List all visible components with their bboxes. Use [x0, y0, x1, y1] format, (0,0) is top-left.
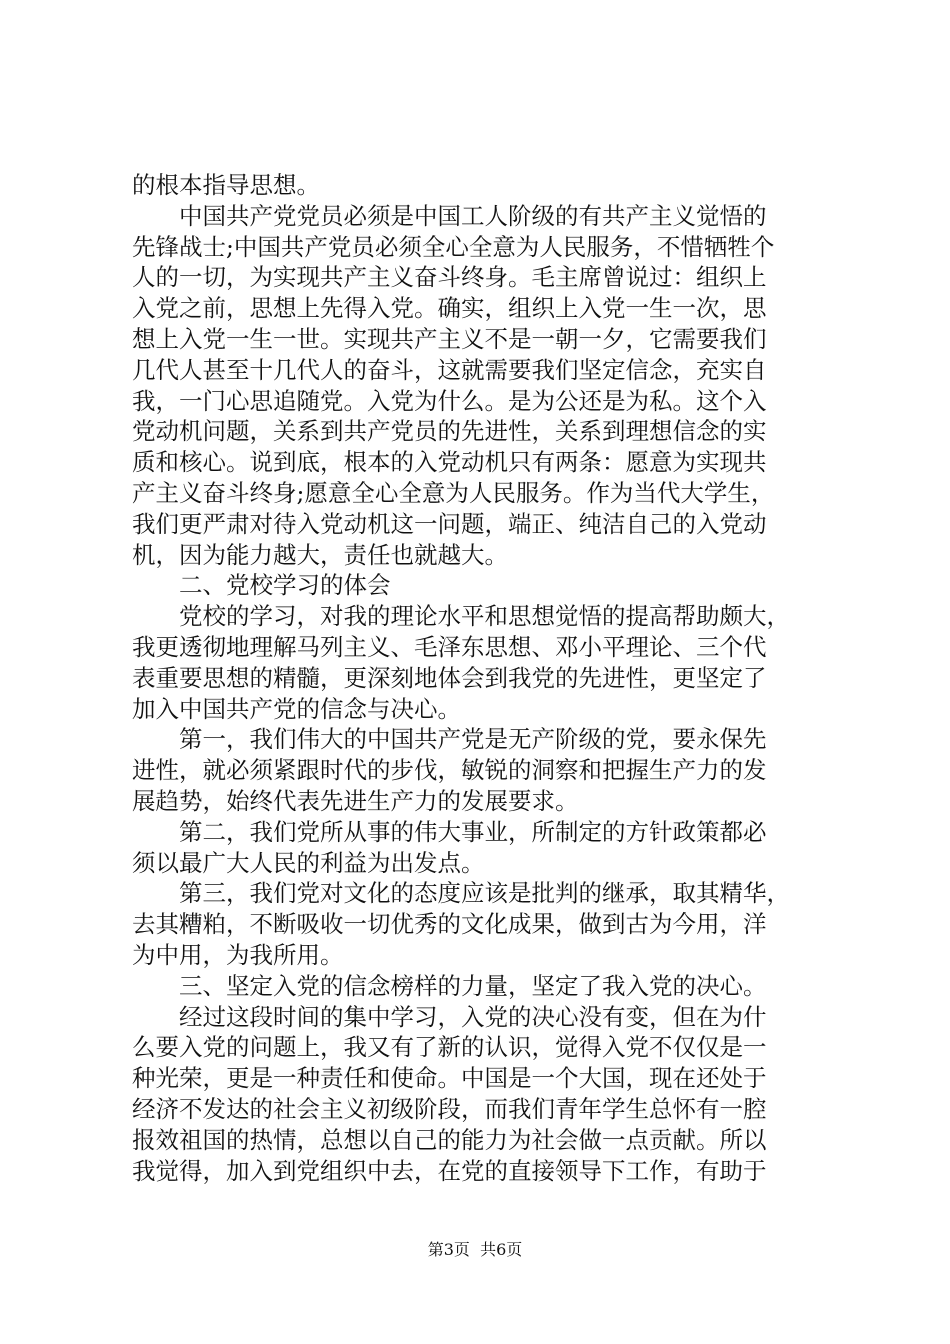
document-body	[132, 170, 832, 1186]
text-line: 中国共产党党员必须是中国工人阶级的有共产主义觉悟的	[179, 201, 767, 230]
text-line: 入党之前，思想上先得入党。确实，组织上入党一生一次，思	[132, 294, 767, 323]
text-line: 机，因为能力越大，责任也就越大。	[132, 540, 508, 569]
text-line: 几代人甚至十几代人的奋斗，这就需要我们坚定信念，充实自	[132, 355, 767, 384]
text-line: 种光荣，更是一种责任和使命。中国是一个大国，现在还处于	[132, 1064, 767, 1093]
text-line: 须以最广大人民的利益为出发点。	[132, 848, 485, 877]
text-line: 先锋战士;中国共产党员必须全心全意为人民服务，不惜牺牲个	[132, 232, 775, 261]
page-footer: 第3页 共6页	[427, 1240, 523, 1259]
text-line: 我们更严肃对待入党动机这一问题，端正、纯洁自己的入党动	[132, 509, 767, 538]
text-line: 进性，就必须紧跟时代的步伐，敏锐的洞察和把握生产力的发	[132, 756, 767, 785]
text-line: 表重要思想的精髓，更深刻地体会到我党的先进性，更坚定了	[132, 663, 767, 692]
text-line: 二、党校学习的体会	[179, 571, 391, 600]
text-line: 么要入党的问题上，我又有了新的认识，觉得入党不仅仅是一	[132, 1033, 767, 1062]
text-line: 质和核心。说到底，根本的入党动机只有两条：愿意为实现共	[132, 448, 767, 477]
text-line: 我觉得，加入到党组织中去，在党的直接领导下工作，有助于	[132, 1156, 767, 1185]
text-line: 的根本指导思想。	[132, 171, 320, 199]
text-line: 第一，我们伟大的中国共产党是无产阶级的党，要永保先	[179, 725, 767, 754]
text-line: 报效祖国的热情，总想以自己的能力为社会做一点贡献。所以	[132, 1125, 767, 1154]
text-line: 经过这段时间的集中学习，入党的决心没有变，但在为什	[179, 1002, 767, 1031]
text-line: 我更透彻地理解马列主义、毛泽东思想、邓小平理论、三个代	[132, 632, 767, 661]
text-line: 加入中国共产党的信念与决心。	[132, 694, 461, 723]
text-line: 党动机问题，关系到共产党员的先进性，关系到理想信念的实	[132, 417, 767, 446]
text-line: 想上入党一生一世。实现共产主义不是一朝一夕，它需要我们	[132, 324, 767, 353]
text-line: 为中用，为我所用。	[132, 940, 344, 969]
text-line: 党校的学习，对我的理论水平和思想觉悟的提高帮助颇大，	[179, 602, 790, 631]
text-line: 三、坚定入党的信念榜样的力量，坚定了我入党的决心。	[179, 971, 767, 1000]
text-line: 去其糟粕，不断吸收一切优秀的文化成果，做到古为今用，洋	[132, 910, 767, 939]
text-line: 我，一门心思追随党。入党为什么。是为公还是为私。这个入	[132, 386, 767, 415]
text-line: 展趋势，始终代表先进生产力的发展要求。	[132, 786, 579, 815]
text-line: 第二，我们党所从事的伟大事业，所制定的方针政策都必	[179, 817, 767, 846]
text-line: 人的一切，为实现共产主义奋斗终身。毛主席曾说过：组织上	[132, 263, 767, 292]
text-line: 产主义奋斗终身;愿意全心全意为人民服务。作为当代大学生，	[132, 478, 775, 507]
text-line: 第三，我们党对文化的态度应该是批判的继承，取其精华，	[179, 879, 790, 908]
text-line: 经济不发达的社会主义初级阶段，而我们青年学生总怀有一腔	[132, 1094, 767, 1123]
